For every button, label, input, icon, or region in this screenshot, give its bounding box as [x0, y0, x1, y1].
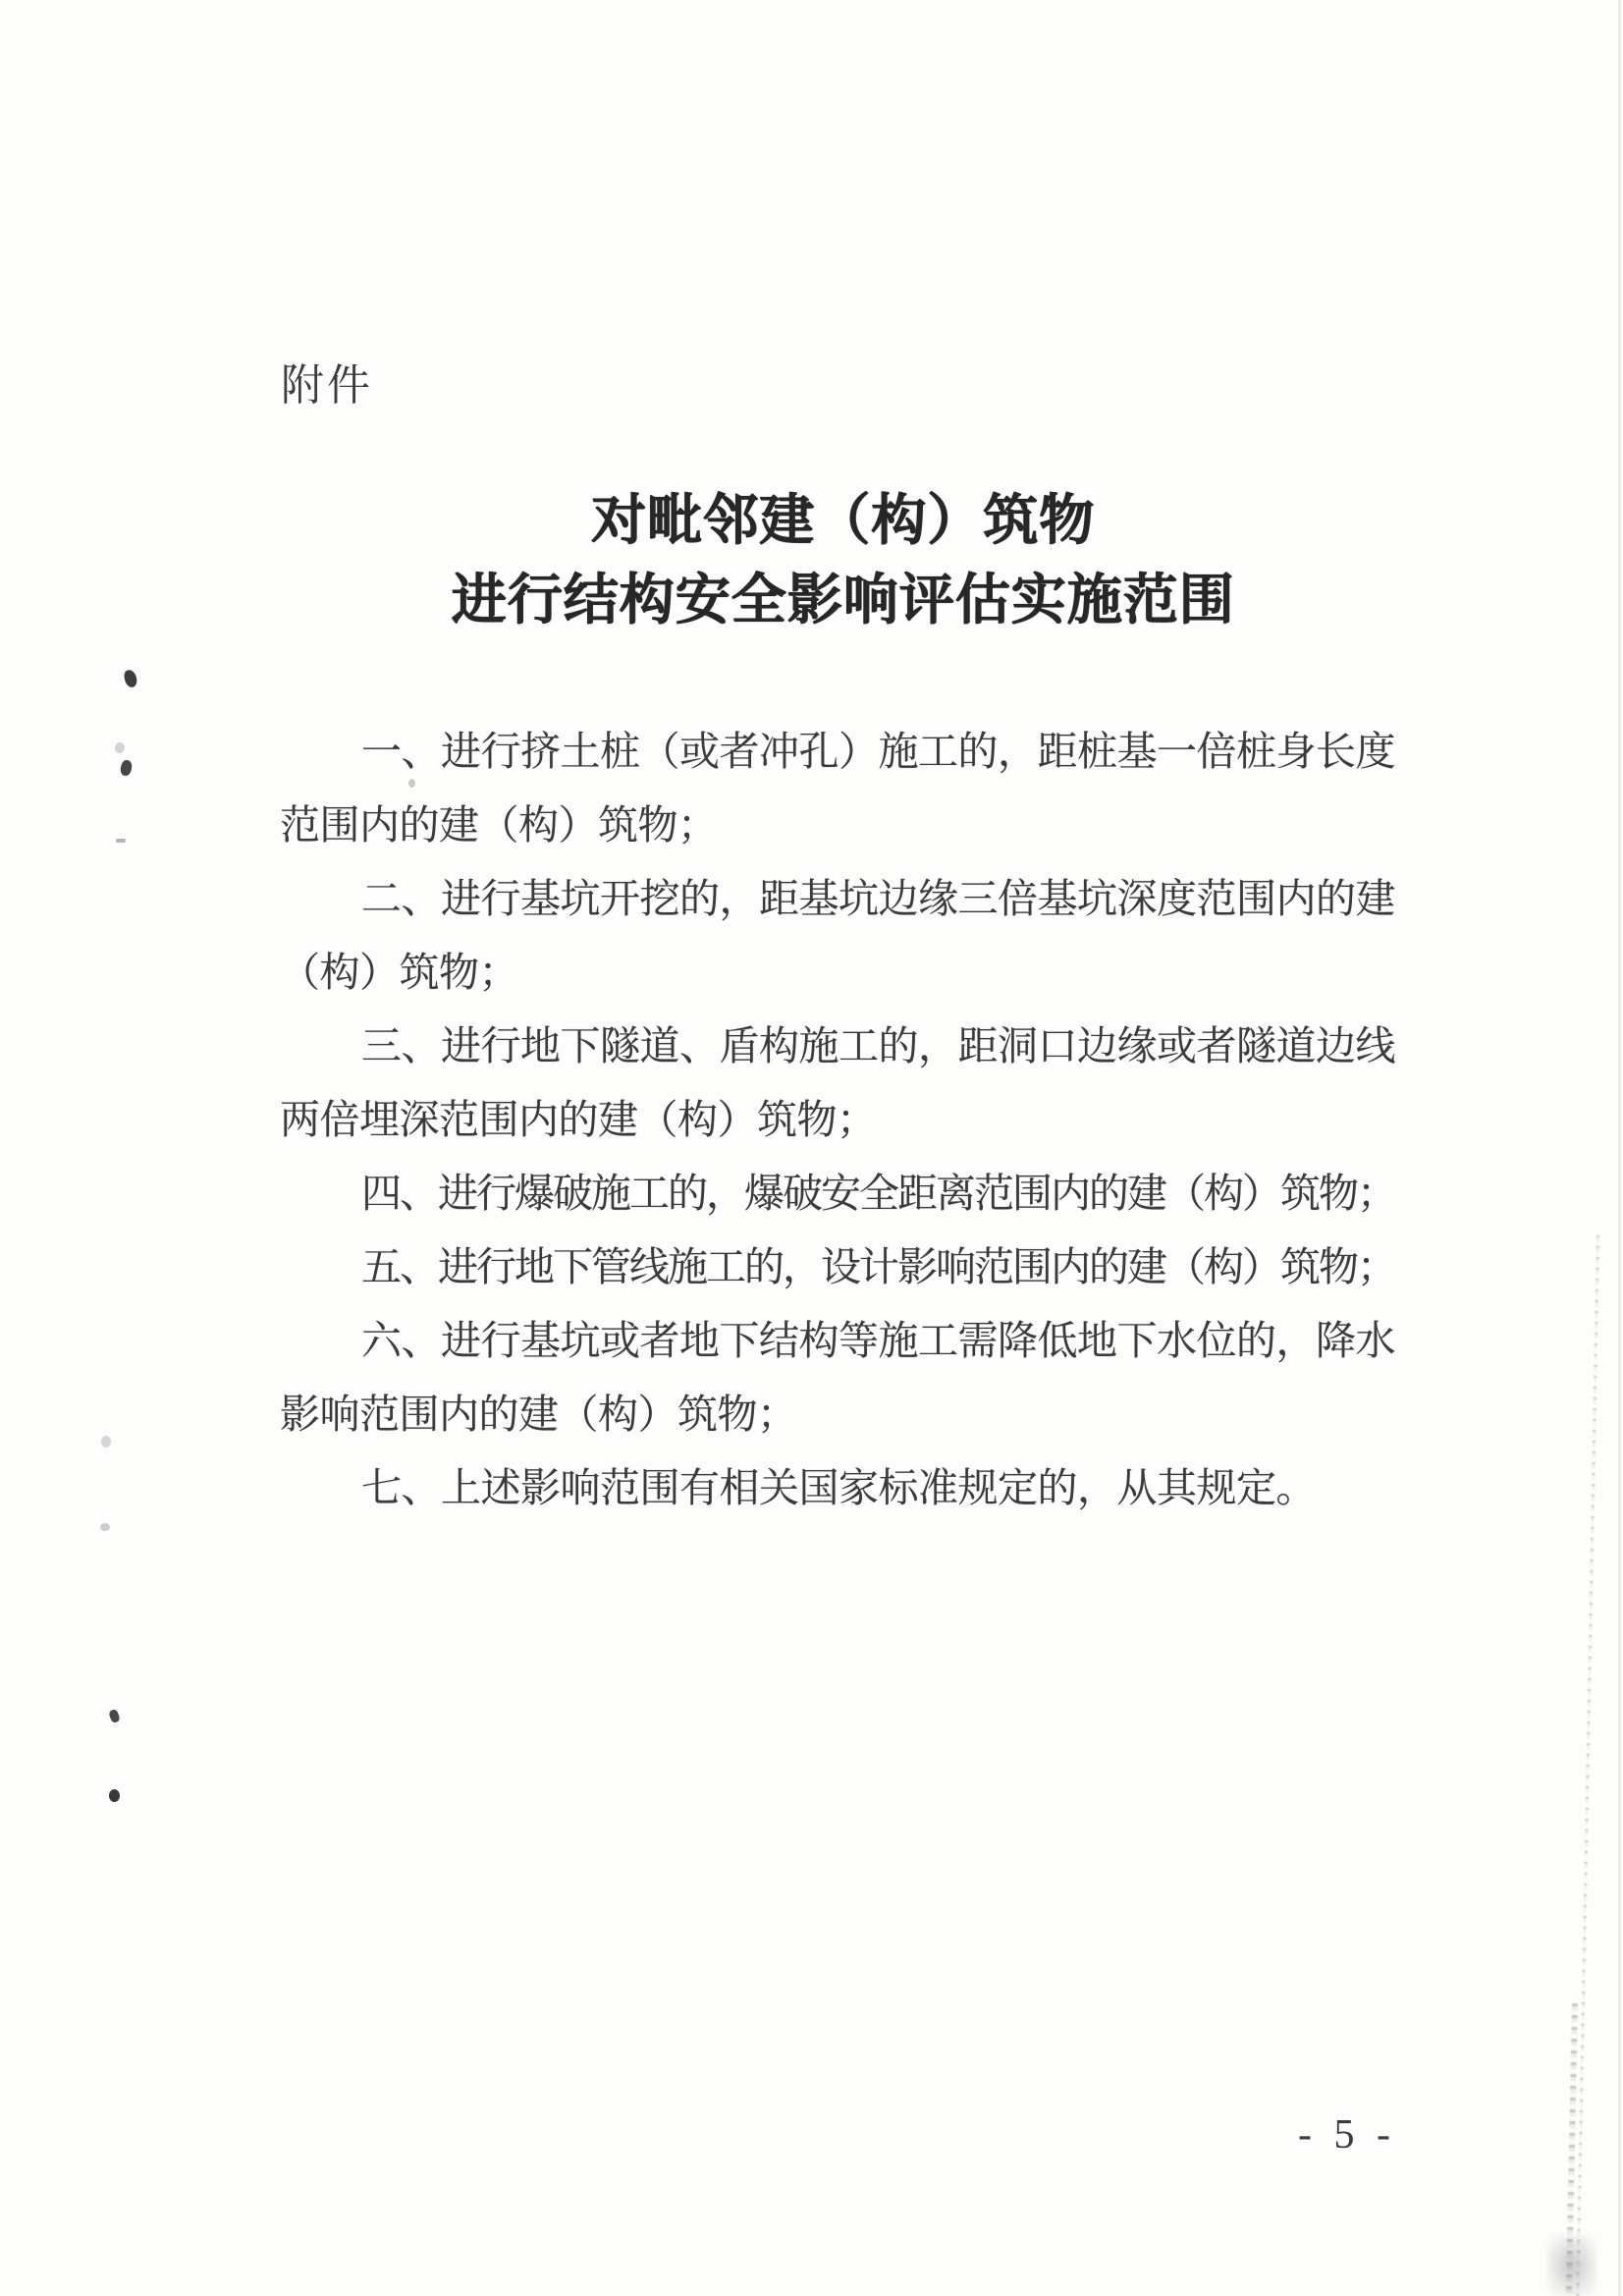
document-title — [31, 480, 1623, 639]
document-title-line1: 对毗邻建（构）筑物 — [591, 489, 1095, 551]
ink-speck — [120, 759, 134, 777]
body-line: 一、进行挤土桩（或者冲孔）施工的，距桩基一倍桩身长度 — [361, 729, 1395, 774]
ink-speck — [100, 1523, 110, 1531]
body-line: 两倍埋深范围内的建（构）筑物； — [280, 1097, 877, 1142]
ink-speck — [115, 742, 125, 753]
body-line: 二、进行基坑开挖的，距基坑边缘三倍基坑深度范围内的建 — [361, 876, 1395, 921]
body-line: 六、进行基坑或者地下结构等施工需降低地下水位的，降水 — [361, 1318, 1395, 1363]
body-line: 五、进行地下管线施工的，设计影响范围内的建（构）筑物； — [361, 1244, 1395, 1289]
document-title-line2: 进行结构安全影响评估实施范围 — [451, 569, 1235, 630]
body-line: 七、上述影响范围有相关国家标准规定的，从其规定。 — [361, 1465, 1316, 1510]
scanner-smudge — [1547, 2235, 1596, 2296]
ink-speck — [116, 839, 126, 843]
ink-speck — [101, 1436, 111, 1448]
body-line: （构）筑物； — [280, 950, 518, 995]
body-line: 影响范围内的建（构）筑物； — [280, 1392, 797, 1437]
body-line: 范围内的建（构）筑物； — [280, 802, 718, 847]
ink-speck — [108, 1709, 121, 1723]
ink-speck — [408, 779, 415, 788]
body-line: 三、进行地下隧道、盾构施工的，距洞口边缘或者隧道边线 — [361, 1023, 1395, 1068]
page-number: - 5 - — [1298, 2112, 1390, 2158]
ink-speck — [123, 669, 138, 688]
document-body — [280, 715, 1419, 1525]
body-line: 四、进行爆破施工的，爆破安全距离范围内的建（构）筑物； — [361, 1171, 1395, 1216]
page-edge-shade — [1618, 0, 1621, 2296]
attachment-label: 附件 — [281, 361, 373, 410]
scanner-streak — [1576, 1235, 1599, 2296]
ink-speck — [109, 1789, 120, 1802]
